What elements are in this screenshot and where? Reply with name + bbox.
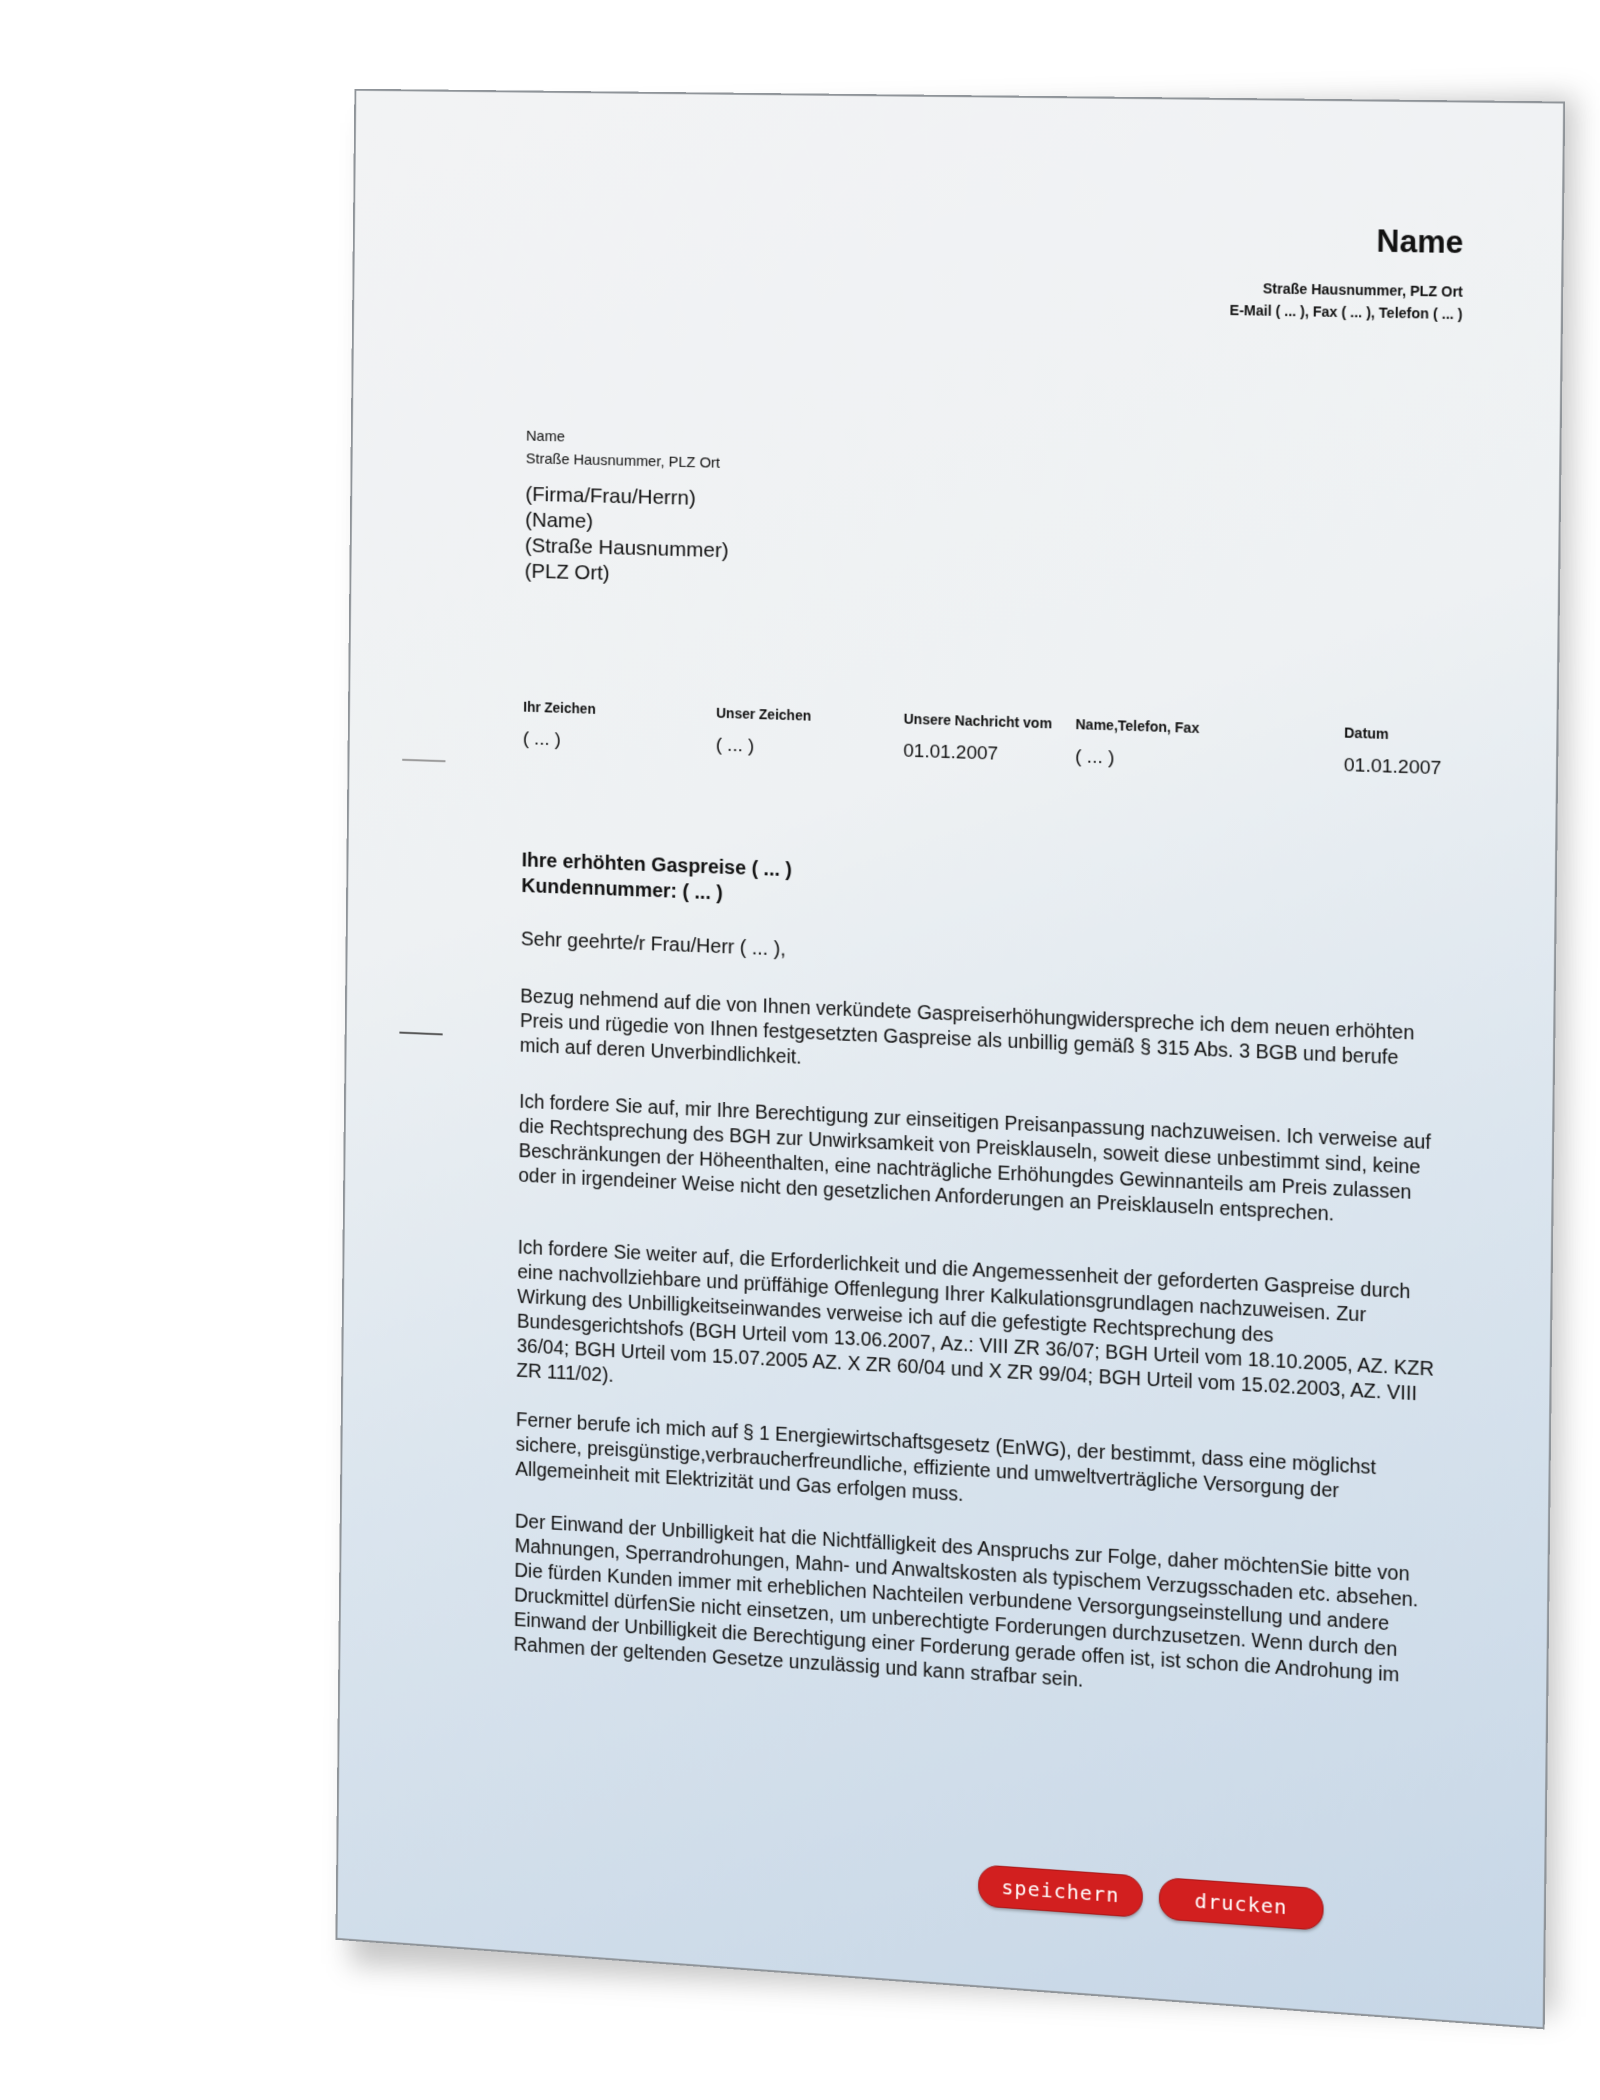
paragraph: Ich fordere Sie weiter auf, die Erforderlichkeit und die Angemessenheit der geforderten Gaspreise durch eine nachvollziehbare und prüffähige Offenlegung Ihrer Kalkulationsgrundlagen nachzuweisen. Zur Wirkung des Unbilligkeitseinwandes verweise ich auf die gefestigte Rechtsprechung des Bundesgerichtshofs (BGH Urteil vom 13.06.2007, Az.: VIII ZR 36/07; BGH Urteil vom 18.10.2005, AZ. KZR 36/04; BGH Urteil vom 15.07.2005 AZ. X ZR 60/04 und X ZR 99/04; BGH Urteil vom 15.02.2003, AZ. VIII ZR 111/02). [516,1236,1435,1406]
recipient-line: (PLZ Ort) [524,559,610,585]
return-address-street: Straße Hausnummer, PLZ Ort [525,450,721,472]
punch-mark [399,1032,442,1036]
ref-value-our-message: 01.01.2007 [903,740,999,765]
ref-label-our-ref: Unser Zeichen [716,704,812,724]
paragraph: Ferner berufe ich mich auf § 1 Energiewirtschaftsgesetz (EnWG), der bestimmt, dass eine möglichst sichere, preisgünstige,verbraucherfreundliche, effiziente und umweltverträgliche Versorgung der Allgemeinheit mit Elektrizität und Gas erfolgen muss. [515,1409,1377,1507]
ref-label-your-ref: Ihr Zeichen [523,698,596,717]
recipient-block [525,482,730,590]
recipient-line: (Name) [525,508,594,533]
salutation: Sehr geehrte/r Frau/Herr ( ... ), [520,928,786,961]
save-button[interactable]: speichern [978,1864,1143,1918]
sender-name: Name [1376,223,1464,261]
subject [521,848,792,910]
return-address-name: Name [525,427,565,446]
paragraph: Der Einwand der Unbilligkeit hat die Nichtfälligkeit des Anspruchs zur Folge, daher möchtenSie bitte von Mahnungen, Sperrandrohungen, Mahn- und Anwaltskosten als typischem Verzugsschaden etc. absehen. Die fürden Kunden immer mit erheblichen Nachteilen verbundene Versorgungseinstellung und andere Druckmittel dürfenSie nicht einsetzen, um unberechtigte Forderungen durchzusetzen. Wenn durch den Einwand der Unbilligkeit die Berechtigung einer Forderung gerade offen ist, ist schon die Androhung im Rahmen der geltenden Gesetze unzulässig und kann strafbar sein. [513,1510,1419,1692]
subject-line: Ihre erhöhten Gaspreise ( ... ) [521,849,793,882]
ref-value-your-ref: ( ... ) [522,728,561,751]
ref-label-contact: Name,Telefon, Fax [1075,716,1200,737]
ref-label-our-message: Unsere Nachricht vom [903,710,1053,732]
fold-mark [402,759,445,762]
sender-contact: E-Mail ( ... ), Fax ( ... ), Telefon ( ... ) [1229,301,1463,323]
paragraph: Bezug nehmend auf die von Ihnen verkündete Gaspreiserhöhungwiderspreche ich dem neuen erhöhten Preis und rügedie von Ihnen festgesetzten Gaspreise als unbillig gemäß § 315 Abs. 3 BGB und berufe mich auf deren Unverbindlichkeit. [519,985,1415,1070]
ref-value-date: 01.01.2007 [1343,754,1442,780]
ref-value-our-ref: ( ... ) [715,734,755,757]
sender-address: Straße Hausnummer, PLZ Ort [1262,280,1463,300]
paragraph: Ich fordere Sie auf, mir Ihre Berechtigung zur einseitigen Preisanpassung nachzuweisen. Ich verweise auf die Rechtsprechung des BGH zur Unwirksamkeit von Preisklauseln, soweit diese unbestimmt sind, keine Beschränkungen der Höheenthalten, eine nachträgliche Erhöhungdes Gewinnanteils am Preis zulassen oder in irgendeiner Weise nicht den gesetzlichen Anforderungen an Preisklauseln entsprechen. [518,1090,1432,1226]
ref-label-date: Datum [1344,724,1389,743]
customer-number: Kundennummer: ( ... ) [521,875,723,905]
recipient-line: (Firma/Frau/Herrn) [525,482,696,510]
letter-page [335,89,1565,2030]
recipient-line: (Straße Hausnummer) [524,534,729,563]
ref-value-contact: ( ... ) [1075,746,1115,769]
print-button[interactable]: drucken [1159,1877,1324,1931]
